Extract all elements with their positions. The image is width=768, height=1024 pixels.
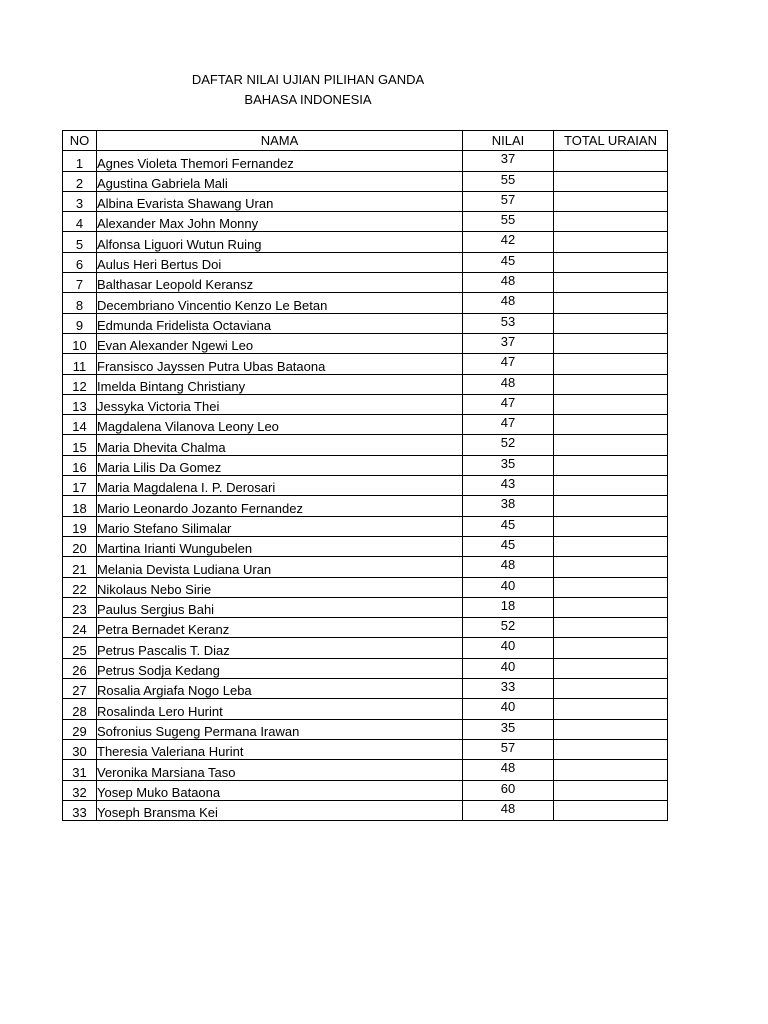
- table-row: [63, 597, 668, 617]
- cell-total-uraian: [554, 415, 668, 435]
- table-row: [63, 374, 668, 394]
- table-body: [63, 151, 668, 821]
- cell-nama: Maria Magdalena I. P. Derosari: [97, 476, 463, 496]
- cell-nilai: 57: [463, 191, 554, 211]
- cell-nilai: 53: [463, 313, 554, 333]
- cell-no: 3: [63, 191, 97, 211]
- cell-total-uraian: [554, 800, 668, 820]
- cell-no: 29: [63, 719, 97, 739]
- header-no: NO: [63, 131, 97, 151]
- table-row: [63, 476, 668, 496]
- cell-total-uraian: [554, 476, 668, 496]
- cell-total-uraian: [554, 719, 668, 739]
- cell-total-uraian: [554, 252, 668, 272]
- cell-nama: Yoseph Bransma Kei: [97, 800, 463, 820]
- cell-no: 18: [63, 496, 97, 516]
- table-row: [63, 577, 668, 597]
- cell-total-uraian: [554, 699, 668, 719]
- table-row: [63, 760, 668, 780]
- cell-total-uraian: [554, 536, 668, 556]
- table-row: [63, 232, 668, 252]
- cell-nama: Aulus Heri Bertus Doi: [97, 252, 463, 272]
- cell-nilai: 42: [463, 232, 554, 252]
- cell-nilai: 35: [463, 455, 554, 475]
- cell-no: 16: [63, 455, 97, 475]
- cell-total-uraian: [554, 212, 668, 232]
- cell-nama: Alexander Max John Monny: [97, 212, 463, 232]
- cell-nilai: 33: [463, 679, 554, 699]
- cell-nilai: 45: [463, 252, 554, 272]
- table-row: [63, 171, 668, 191]
- cell-no: 8: [63, 293, 97, 313]
- table-row: [63, 658, 668, 678]
- cell-total-uraian: [554, 293, 668, 313]
- cell-total-uraian: [554, 618, 668, 638]
- cell-nilai: 55: [463, 171, 554, 191]
- cell-nilai: 45: [463, 536, 554, 556]
- cell-no: 22: [63, 577, 97, 597]
- cell-nama: Imelda Bintang Christiany: [97, 374, 463, 394]
- table-row: [63, 638, 668, 658]
- cell-no: 1: [63, 151, 97, 171]
- cell-no: 26: [63, 658, 97, 678]
- cell-nama: Martina Irianti Wungubelen: [97, 536, 463, 556]
- cell-no: 17: [63, 476, 97, 496]
- cell-no: 25: [63, 638, 97, 658]
- cell-nama: Rosalia Argiafa Nogo Leba: [97, 679, 463, 699]
- cell-nama: Rosalinda Lero Hurint: [97, 699, 463, 719]
- cell-nama: Albina Evarista Shawang Uran: [97, 191, 463, 211]
- cell-total-uraian: [554, 313, 668, 333]
- cell-nilai: 48: [463, 760, 554, 780]
- table-row: [63, 618, 668, 638]
- header-total-uraian: TOTAL URAIAN: [554, 131, 668, 151]
- cell-nilai: 37: [463, 333, 554, 353]
- cell-nilai: 55: [463, 212, 554, 232]
- cell-total-uraian: [554, 658, 668, 678]
- cell-no: 13: [63, 394, 97, 414]
- cell-nama: Alfonsa Liguori Wutun Ruing: [97, 232, 463, 252]
- cell-total-uraian: [554, 354, 668, 374]
- table-row: [63, 455, 668, 475]
- cell-nama: Petrus Pascalis T. Diaz: [97, 638, 463, 658]
- table-header-row: [63, 131, 668, 151]
- table-row: [63, 516, 668, 536]
- header-nama: NAMA: [97, 131, 463, 151]
- cell-nilai: 40: [463, 699, 554, 719]
- cell-no: 10: [63, 333, 97, 353]
- cell-total-uraian: [554, 577, 668, 597]
- cell-nama: Paulus Sergius Bahi: [97, 597, 463, 617]
- cell-nama: Magdalena Vilanova Leony Leo: [97, 415, 463, 435]
- cell-total-uraian: [554, 151, 668, 171]
- cell-nama: Melania Devista Ludiana Uran: [97, 557, 463, 577]
- table-row: [63, 313, 668, 333]
- cell-total-uraian: [554, 760, 668, 780]
- cell-no: 15: [63, 435, 97, 455]
- cell-nilai: 38: [463, 496, 554, 516]
- cell-no: 11: [63, 354, 97, 374]
- cell-total-uraian: [554, 739, 668, 759]
- table-row: [63, 212, 668, 232]
- cell-no: 31: [63, 760, 97, 780]
- cell-nama: Jessyka Victoria Thei: [97, 394, 463, 414]
- cell-no: 27: [63, 679, 97, 699]
- cell-no: 20: [63, 536, 97, 556]
- table-row: [63, 293, 668, 313]
- cell-nama: Theresia Valeriana Hurint: [97, 739, 463, 759]
- cell-nama: Agustina Gabriela Mali: [97, 171, 463, 191]
- cell-no: 33: [63, 800, 97, 820]
- cell-no: 9: [63, 313, 97, 333]
- cell-nilai: 48: [463, 557, 554, 577]
- table-row: [63, 354, 668, 374]
- table-row: [63, 273, 668, 293]
- table-row: [63, 151, 668, 171]
- cell-nama: Nikolaus Nebo Sirie: [97, 577, 463, 597]
- cell-nilai: 43: [463, 476, 554, 496]
- cell-no: 2: [63, 171, 97, 191]
- cell-total-uraian: [554, 557, 668, 577]
- cell-total-uraian: [554, 333, 668, 353]
- cell-no: 23: [63, 597, 97, 617]
- document-title: [0, 70, 616, 110]
- cell-nilai: 45: [463, 516, 554, 536]
- cell-nama: Petrus Sodja Kedang: [97, 658, 463, 678]
- cell-nama: Maria Dhevita Chalma: [97, 435, 463, 455]
- cell-total-uraian: [554, 273, 668, 293]
- cell-nama: Maria Lilis Da Gomez: [97, 455, 463, 475]
- table-row: [63, 435, 668, 455]
- table-row: [63, 679, 668, 699]
- cell-total-uraian: [554, 171, 668, 191]
- cell-no: 12: [63, 374, 97, 394]
- table-row: [63, 699, 668, 719]
- cell-nilai: 18: [463, 597, 554, 617]
- cell-no: 7: [63, 273, 97, 293]
- cell-nama: Sofronius Sugeng Permana Irawan: [97, 719, 463, 739]
- cell-nilai: 57: [463, 739, 554, 759]
- cell-nilai: 48: [463, 800, 554, 820]
- cell-total-uraian: [554, 374, 668, 394]
- cell-nilai: 37: [463, 151, 554, 171]
- title-line-1: DAFTAR NILAI UJIAN PILIHAN GANDA: [191, 72, 425, 87]
- cell-no: 24: [63, 618, 97, 638]
- cell-nama: Petra Bernadet Keranz: [97, 618, 463, 638]
- cell-total-uraian: [554, 638, 668, 658]
- cell-nama: Decembriano Vincentio Kenzo Le Betan: [97, 293, 463, 313]
- cell-total-uraian: [554, 232, 668, 252]
- cell-nilai: 47: [463, 415, 554, 435]
- table-row: [63, 191, 668, 211]
- cell-no: 14: [63, 415, 97, 435]
- table-row: [63, 719, 668, 739]
- cell-total-uraian: [554, 455, 668, 475]
- table-row: [63, 536, 668, 556]
- cell-total-uraian: [554, 679, 668, 699]
- cell-no: 21: [63, 557, 97, 577]
- cell-no: 6: [63, 252, 97, 272]
- cell-nama: Veronika Marsiana Taso: [97, 760, 463, 780]
- table-row: [63, 739, 668, 759]
- cell-no: 32: [63, 780, 97, 800]
- cell-total-uraian: [554, 394, 668, 414]
- title-line-2: BAHASA INDONESIA: [244, 92, 372, 107]
- cell-nilai: 40: [463, 658, 554, 678]
- cell-nama: Balthasar Leopold Keransz: [97, 273, 463, 293]
- cell-nilai: 35: [463, 719, 554, 739]
- cell-total-uraian: [554, 191, 668, 211]
- table-row: [63, 394, 668, 414]
- cell-nama: Edmunda Fridelista Octaviana: [97, 313, 463, 333]
- cell-total-uraian: [554, 496, 668, 516]
- table-row: [63, 415, 668, 435]
- table-row: [63, 496, 668, 516]
- cell-nama: Agnes Violeta Themori Fernandez: [97, 151, 463, 171]
- cell-nilai: 60: [463, 780, 554, 800]
- header-nilai: NILAI: [463, 131, 554, 151]
- cell-nilai: 48: [463, 374, 554, 394]
- cell-nama: Mario Stefano Silimalar: [97, 516, 463, 536]
- cell-nilai: 40: [463, 577, 554, 597]
- cell-nilai: 47: [463, 394, 554, 414]
- cell-nama: Fransisco Jayssen Putra Ubas Bataona: [97, 354, 463, 374]
- cell-nilai: 48: [463, 273, 554, 293]
- table-row: [63, 800, 668, 820]
- cell-nilai: 40: [463, 638, 554, 658]
- cell-nama: Evan Alexander Ngewi Leo: [97, 333, 463, 353]
- cell-total-uraian: [554, 435, 668, 455]
- cell-no: 5: [63, 232, 97, 252]
- table-row: [63, 252, 668, 272]
- table-row: [63, 333, 668, 353]
- cell-no: 19: [63, 516, 97, 536]
- cell-no: 30: [63, 739, 97, 759]
- table-row: [63, 780, 668, 800]
- cell-nama: Yosep Muko Bataona: [97, 780, 463, 800]
- table-row: [63, 557, 668, 577]
- cell-total-uraian: [554, 597, 668, 617]
- cell-total-uraian: [554, 780, 668, 800]
- cell-nilai: 52: [463, 435, 554, 455]
- grade-table: [62, 130, 668, 821]
- cell-nilai: 52: [463, 618, 554, 638]
- cell-nama: Mario Leonardo Jozanto Fernandez: [97, 496, 463, 516]
- cell-nilai: 47: [463, 354, 554, 374]
- cell-no: 4: [63, 212, 97, 232]
- cell-nilai: 48: [463, 293, 554, 313]
- cell-total-uraian: [554, 516, 668, 536]
- cell-no: 28: [63, 699, 97, 719]
